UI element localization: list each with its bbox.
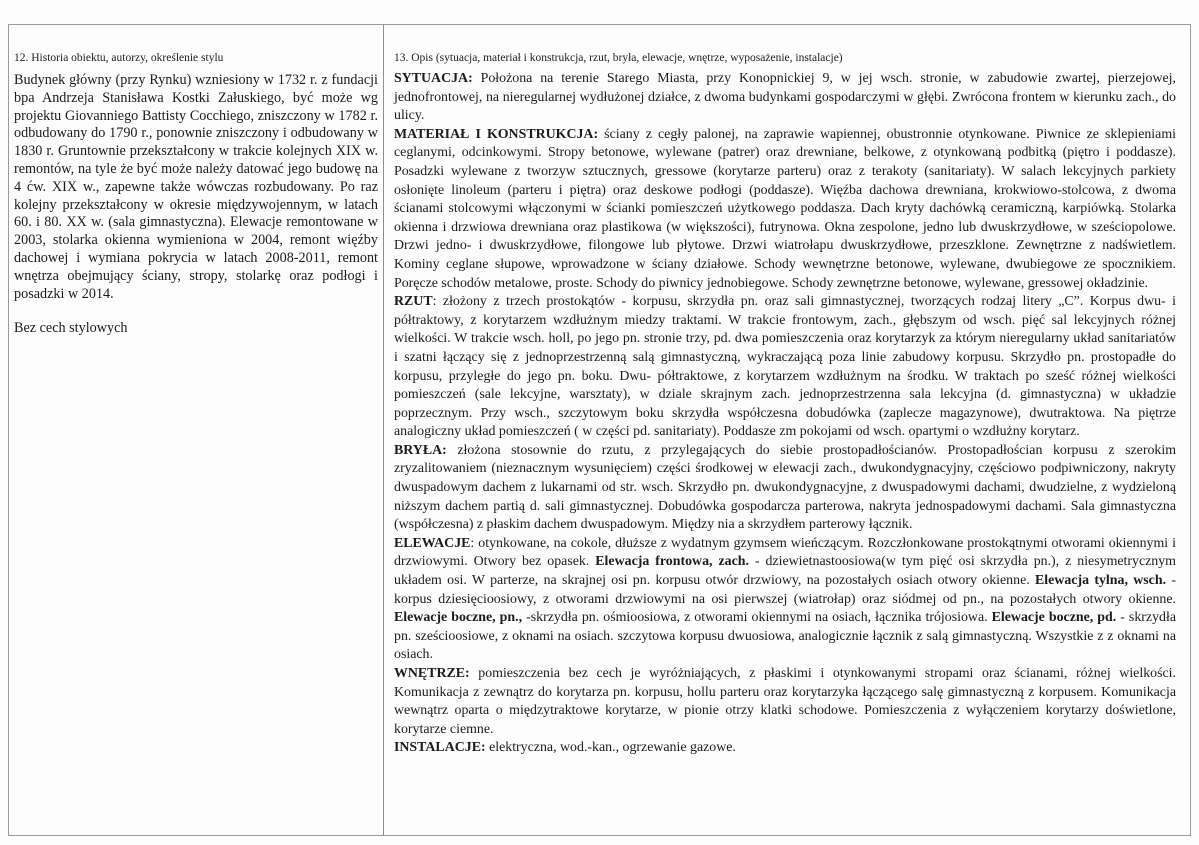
elewacje-text-4: -skrzydła pn. ośmioosiowa, z otworami okiennymi na osiach, łącznika trójosiowa. [522, 610, 992, 626]
section-elewacje [394, 535, 1176, 665]
section-sytuacja [394, 70, 1176, 126]
instalacje-label: INSTALACJE: [394, 740, 486, 756]
style-note: Bez cech stylowych [14, 320, 128, 337]
section-rzut [394, 293, 1176, 442]
elewacje-text-1: : otynkowane, na cokole, dłuższe z wydatnym gzymsem wieńczącym. Rozczłonkowane prostokątnymi otworami okiennymi i drzwiowymi. Otwory bez opasek. [394, 535, 1176, 570]
elewacje-boczne-pd-label: Elewacje boczne, pd. [991, 610, 1117, 626]
elewacje-text-3: - korpus dziesięcioosiowy, z otworami drzwiowymi na osi pierwszej (wiatrołap) oraz siódmej od pn., na pozostałych otwory okienne. [394, 573, 1176, 607]
section-material [394, 126, 1176, 293]
elewacja-tylna-label: Elewacja tylna, wsch. [1035, 573, 1167, 589]
sytuacja-label: SYTUACJA: [394, 71, 473, 86]
instalacje-text: elektryczna, wod.-kan., ogrzewanie gazowe. [485, 740, 736, 756]
column-divider [383, 24, 384, 836]
elewacje-label: ELEWACJE [394, 535, 471, 551]
rzut-text: : złożony z trzech prostokątów - korpusu, skrzydła pn. oraz sali gimnastycznej, tworzących rodzaj litery „C”. Korpus dwu- i półtraktowy, z korytarzem wzdłużnym miedzy traktami. W trakcie frontowym, zach., głębszym od wsch. pięć sal lekcyjnych różnej wielkości. W trakcie wsch. holl, po jego pn. stronie trzy, pd. dwa pomieszczenia oraz korytarzyk za którym nieregularny układ sanitariatów i szatni łączący się z jednoprzestrzenną salą gimnastyczną, wykraczającą poza linie zabudowy korpusu. Skrzydło pn. prostopadłe do korpusu, przyległe do jego pn. boku. Dwu- półtraktowe, z korytarzem wzdłużnym na środku. W traktach po sześć różnej wielkości pomieszczeń (sale lekcyjne, warsztaty), w dziale skrajnym zach. jednoprzestrzenna sala lekcyjna (d. gimnastyczna) w układzie poprzecznym. Przy wsch., szczytowym boku skrzydła współczesna dobudówka (zaplecze magazynowe), dwutraktowa. Na piętrze analogiczny układ pomieszczeń ( w części pd. sanitariaty). Poddasze zm pokojami od wsch. opartymi o wzdłużny korytarz. [394, 294, 1176, 440]
history-text: Budynek główny (przy Rynku) wzniesiony w 1732 r. z fundacji bpa Andrzeja Stanisława Kostki Załuskiego, być może wg projektu Giovanniego Battisty Cocchiego, zniszczony w 1782 r. odbudowany do 1790 r., ponownie zniszczony i odbudowany w 1830 r. Gruntownie przekształcony w trakcie kolejnych XIX w. remontów, na tyle że być może należy datować jego budowę na 4 ćw. XIX w., zapewne także wówczas rozbudowany. Po raz kolejny przekształcony w okresie międzywojennym, w latach 60. i 80. XX w. (sala gimnastyczna). Elewacje remontowane w 2003, stolarka okienna wymieniona w 2004, remont więźby dachowej i wymiana pokrycia w latach 2008-2011, remont wnętrza obejmujący ściany, stropy, stolarkę oraz podłogi i posadzki w 2014. [14, 72, 378, 302]
history-column [14, 52, 378, 338]
rzut-label: RZUT [394, 294, 433, 310]
elewacje-boczne-pn-label: Elewacje boczne, pn., [394, 610, 523, 626]
sytuacja-text: Położona na terenie Starego Miasta, przy Konopnickiej 9, w jej wsch. stronie, w zabudowie zwartej, pierzejowej, jednofrontowej, na nieregularnej wydłużonej działce, z dwoma budynkami gospodarczymi w głębi. Zwrócona frontem w kierunku zach., do ulicy. [394, 71, 1176, 124]
bryla-label: BRYŁA: [394, 442, 447, 458]
wnetrze-label: WNĘTRZE: [394, 666, 470, 681]
history-heading: 12. Historia obiektu, autorzy, określenie stylu [14, 52, 224, 64]
section-instalacje [394, 739, 1176, 758]
elewacje-text-2: - dziewietnastoosiowa(w tym pięć osi skrzydła pn.), z niesymetrycznym układem osi. W parterze, na skrajnej osi pn. korpusu otwór drzwiowy, na pozostałych osiach otwory okienne. [394, 554, 1176, 589]
section-wnetrze [394, 665, 1176, 739]
wnetrze-text: pomieszczenia bez cech je wyróżniających, z płaskimi i otynkowanymi stropami oraz ścianami, różnej wielkości. Komunikacja z zewnątrz do korytarza pn. korpusu, hollu parteru oraz korytarzyka łączącego salę gimnastyczną z korpusem. Komunikacja wewnątrz oparta o międzytraktowe korytarze, w pionie otrzy klatki schodowe. Pomieszczenia z wyłączeniem korytarzy doświetlone, korytarze ciemne. [394, 666, 1176, 737]
description-heading: 13. Opis (sytuacja, materiał i konstrukcja, rzut, bryła, elewacje, wnętrze, wyposażenie, instalacje) [394, 52, 843, 64]
material-label: MATERIAŁ I KONSTRUKCJA: [394, 126, 599, 142]
elewacje-text-5: - skrzydła pn. sześcioosiowe, z oknami na osiach. szczytowa korpusu dwuosiowa, analogicznie łącznik z salą gimnastyczną. Wszystkie z z oknami na osiach. [394, 610, 1176, 663]
description-column [394, 52, 1176, 758]
material-text: ściany z cegły palonej, na zaprawie wapiennej, obustronnie otynkowane. Piwnice ze sklepieniami ceglanymi, odcinkowymi. Stropy betonowe, wylewane (patrer) oraz drewniane, belkowe, z otynkowaną podbitką (piętro i poddasze). Posadzki wylewane z tworzyw sztucznych, gressowe (korytarze parteru) oraz z terakoty (sanitariaty). W salach lekcyjnych parkiety osłonięte linoleum (parteru i piętra) oraz deskowe podłogi (poddasze). Więźba dachowa drewniana, krokwiowo-stolcowa, z dwoma ścianami stolcowymi włączonymi w ścianki pomieszczeń użytkowego poddasza. Dach kryty dachówką ceramiczną, karpiówką. Stolarka okienna i drzwiowa drewniana oraz plastikowa (w większości), futrynowa. Okna zespolone, jedno lub dwuskrzydłowe, w sześciopolowe. Drzwi jedno- i dwuskrzydłowe, filongowe lub płytowe. Drzwi wiatrołapu dwuskrzydłowe, przeszklone. Zewnętrzne z nadświetlem. Kominy ceglane słupowe, wprowadzone w ściany działowe. Schody wewnętrzne betonowe, wylewane, dwubiegowe ze spocznikiem. Poręcze schodów metalowe, proste. Schody do piwnicy jednobiegowe. Schody zewnętrzne betonowe, wylewane, gressowej okładzinie. [394, 126, 1176, 291]
section-bryla [394, 442, 1176, 535]
elewacja-frontowa-label: Elewacja frontowa, zach. [595, 554, 749, 570]
bryla-text: złożona stosownie do rzutu, z przylegających do siebie prostopadłościanów. Prostopadłościan korpusu z szerokim zryzalitowaniem (nieznacznym wysunięciem) części środkowej w elewacji zach., dwukondygnacyjny, częściowo podpiwniczony, nakryty dwuspadowym dachem z lukarnami od str. wsch. Skrzydło pn. dwukondygnacyjne, z dwuspadowymi dachami, dwudzielne, z wydzieloną niższym dachem partią d. sali gimnastycznej. Dobudówka gospodarcza parterowa, nakryta jednospadowymi dachami. Sala gimnastyczna (współczesna) z płaskim dachem dwuspadowym. Między nia a skrzydłem parterowy łącznik. [394, 442, 1176, 533]
